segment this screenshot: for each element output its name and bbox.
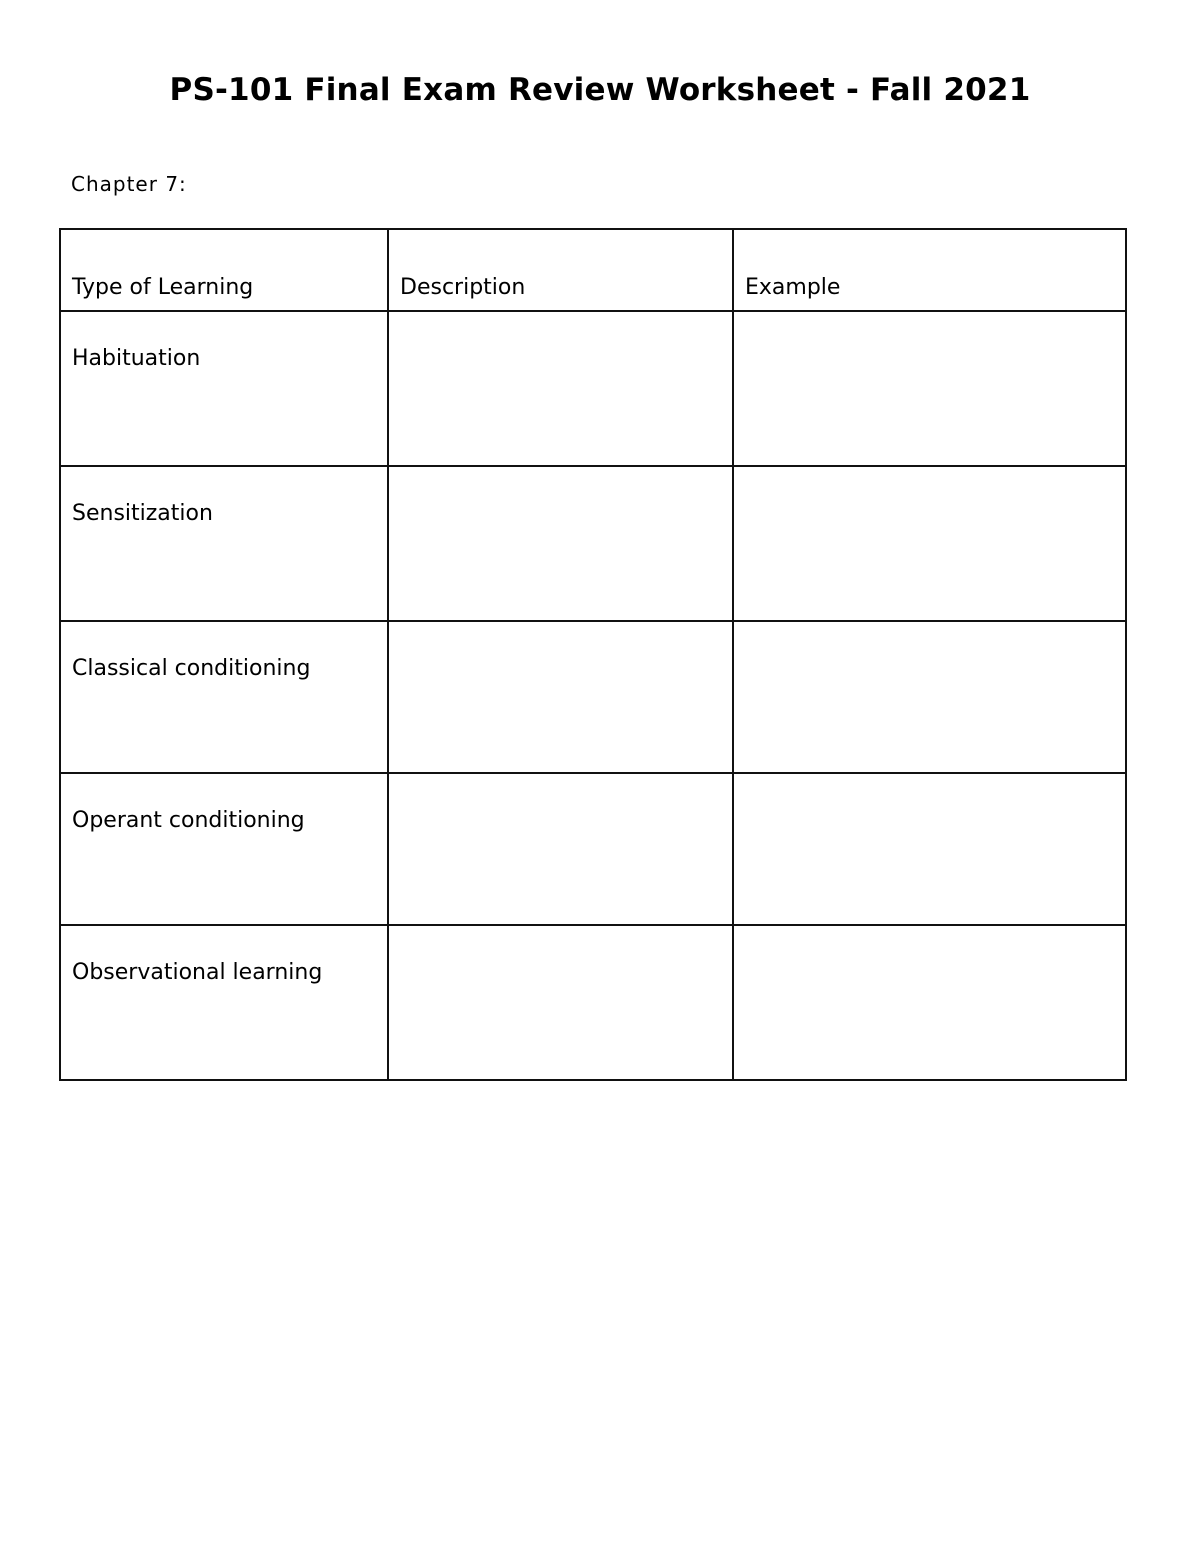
learning-types-table (59, 228, 1127, 1081)
header-example: Example (733, 229, 1126, 311)
example-cell (733, 311, 1126, 466)
table-row (60, 773, 1126, 925)
header-type-of-learning: Type of Learning (60, 229, 388, 311)
example-cell (733, 466, 1126, 621)
page-title: PS-101 Final Exam Review Worksheet - Fall 2021 (169, 72, 1031, 108)
description-cell (388, 925, 733, 1080)
type-cell: Operant conditioning (60, 773, 388, 925)
table-row (60, 311, 1126, 466)
header-description: Description (388, 229, 733, 311)
description-cell (388, 621, 733, 773)
chapter-label: Chapter 7: (71, 172, 187, 196)
type-cell: Observational learning (60, 925, 388, 1080)
example-cell (733, 925, 1126, 1080)
example-cell (733, 773, 1126, 925)
table-row (60, 466, 1126, 621)
description-cell (388, 773, 733, 925)
table-row (60, 621, 1126, 773)
description-cell (388, 466, 733, 621)
table-header-row (60, 229, 1126, 311)
example-cell (733, 621, 1126, 773)
type-cell: Classical conditioning (60, 621, 388, 773)
table-row (60, 925, 1126, 1080)
type-cell: Habituation (60, 311, 388, 466)
description-cell (388, 311, 733, 466)
type-cell: Sensitization (60, 466, 388, 621)
